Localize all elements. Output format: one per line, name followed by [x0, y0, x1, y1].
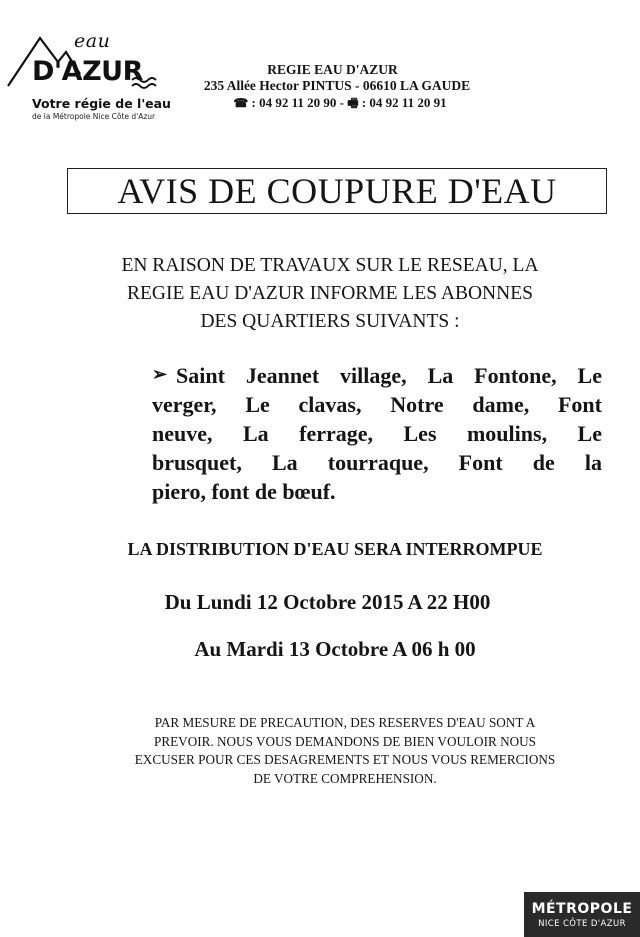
- intro-paragraph: [60, 252, 600, 336]
- quartiers-line: verger, Le clavas, Notre dame, Font: [152, 392, 602, 417]
- header-fax: : 04 92 11 20 91: [361, 95, 447, 110]
- precaution-paragraph: [80, 714, 610, 788]
- header-contact: [195, 94, 485, 115]
- page-title: AVIS DE COUPURE D'EAU: [117, 171, 557, 211]
- quartiers-line: brusquet, La tourraque, Font de la: [152, 450, 602, 475]
- precaution-line: DE VOTRE COMPREHENSION.: [253, 770, 437, 786]
- quartiers-line: piero, font de bœuf.: [152, 479, 336, 504]
- quartiers-line: neuve, La ferrage, Les moulins, Le: [152, 421, 602, 446]
- metropole-logo: [524, 892, 640, 937]
- title-box: [67, 168, 607, 214]
- header-address: 235 Allée Hector PINTUS - 06610 LA GAUDE: [203, 78, 471, 93]
- arrow-bullet-icon: ➢: [152, 364, 168, 384]
- quartiers-text: [152, 361, 602, 506]
- metropole-logo-line1: MÉTROPOLE: [531, 901, 633, 917]
- fax-icon: 🖷: [347, 96, 359, 110]
- interruption-start-date: Du Lundi 12 Octobre 2015 A 22 H00: [164, 590, 491, 614]
- interruption-end-date: Au Mardi 13 Octobre A 06 h 00: [194, 637, 476, 661]
- precaution-line: PREVOIR. NOUS VOUS DEMANDONS DE BIEN VOULOIR NOUS: [154, 733, 536, 749]
- logo-subline: de la Métropole Nice Côte d'Azur: [32, 112, 156, 121]
- eau-dazur-logo: [4, 24, 174, 128]
- distribution-notice: LA DISTRIBUTION D'EAU SERA INTERROMPUE: [127, 539, 543, 559]
- telephone-icon: ☎: [233, 96, 249, 110]
- logo-tagline: Votre régie de l'eau: [32, 96, 171, 111]
- quartiers-line: Saint Jeannet village, La Fontone, Le: [176, 363, 602, 388]
- header-organization-name: REGIE EAU D'AZUR: [267, 62, 398, 77]
- logo-eau-text: eau: [74, 30, 111, 52]
- intro-line: REGIE EAU D'AZUR INFORME LES ABONNES: [127, 283, 533, 304]
- quartiers-list: [152, 361, 602, 506]
- metropole-logo-line2: NICE CÔTE D'AZUR: [538, 919, 626, 929]
- intro-line: DES QUARTIERS SUIVANTS :: [200, 311, 460, 332]
- precaution-line: PAR MESURE DE PRECAUTION, DES RESERVES D'EAU SONT A: [154, 715, 536, 730]
- intro-line: EN RAISON DE TRAVAUX SUR LE RESEAU, LA: [121, 255, 539, 276]
- header-phone: : 04 92 11 20 90 -: [251, 95, 344, 110]
- precaution-line: EXCUSER POUR CES DESAGREMENTS ET NOUS VOUS REMERCIONS: [134, 752, 556, 767]
- logo-dazur-text: D'AZUR: [32, 56, 143, 87]
